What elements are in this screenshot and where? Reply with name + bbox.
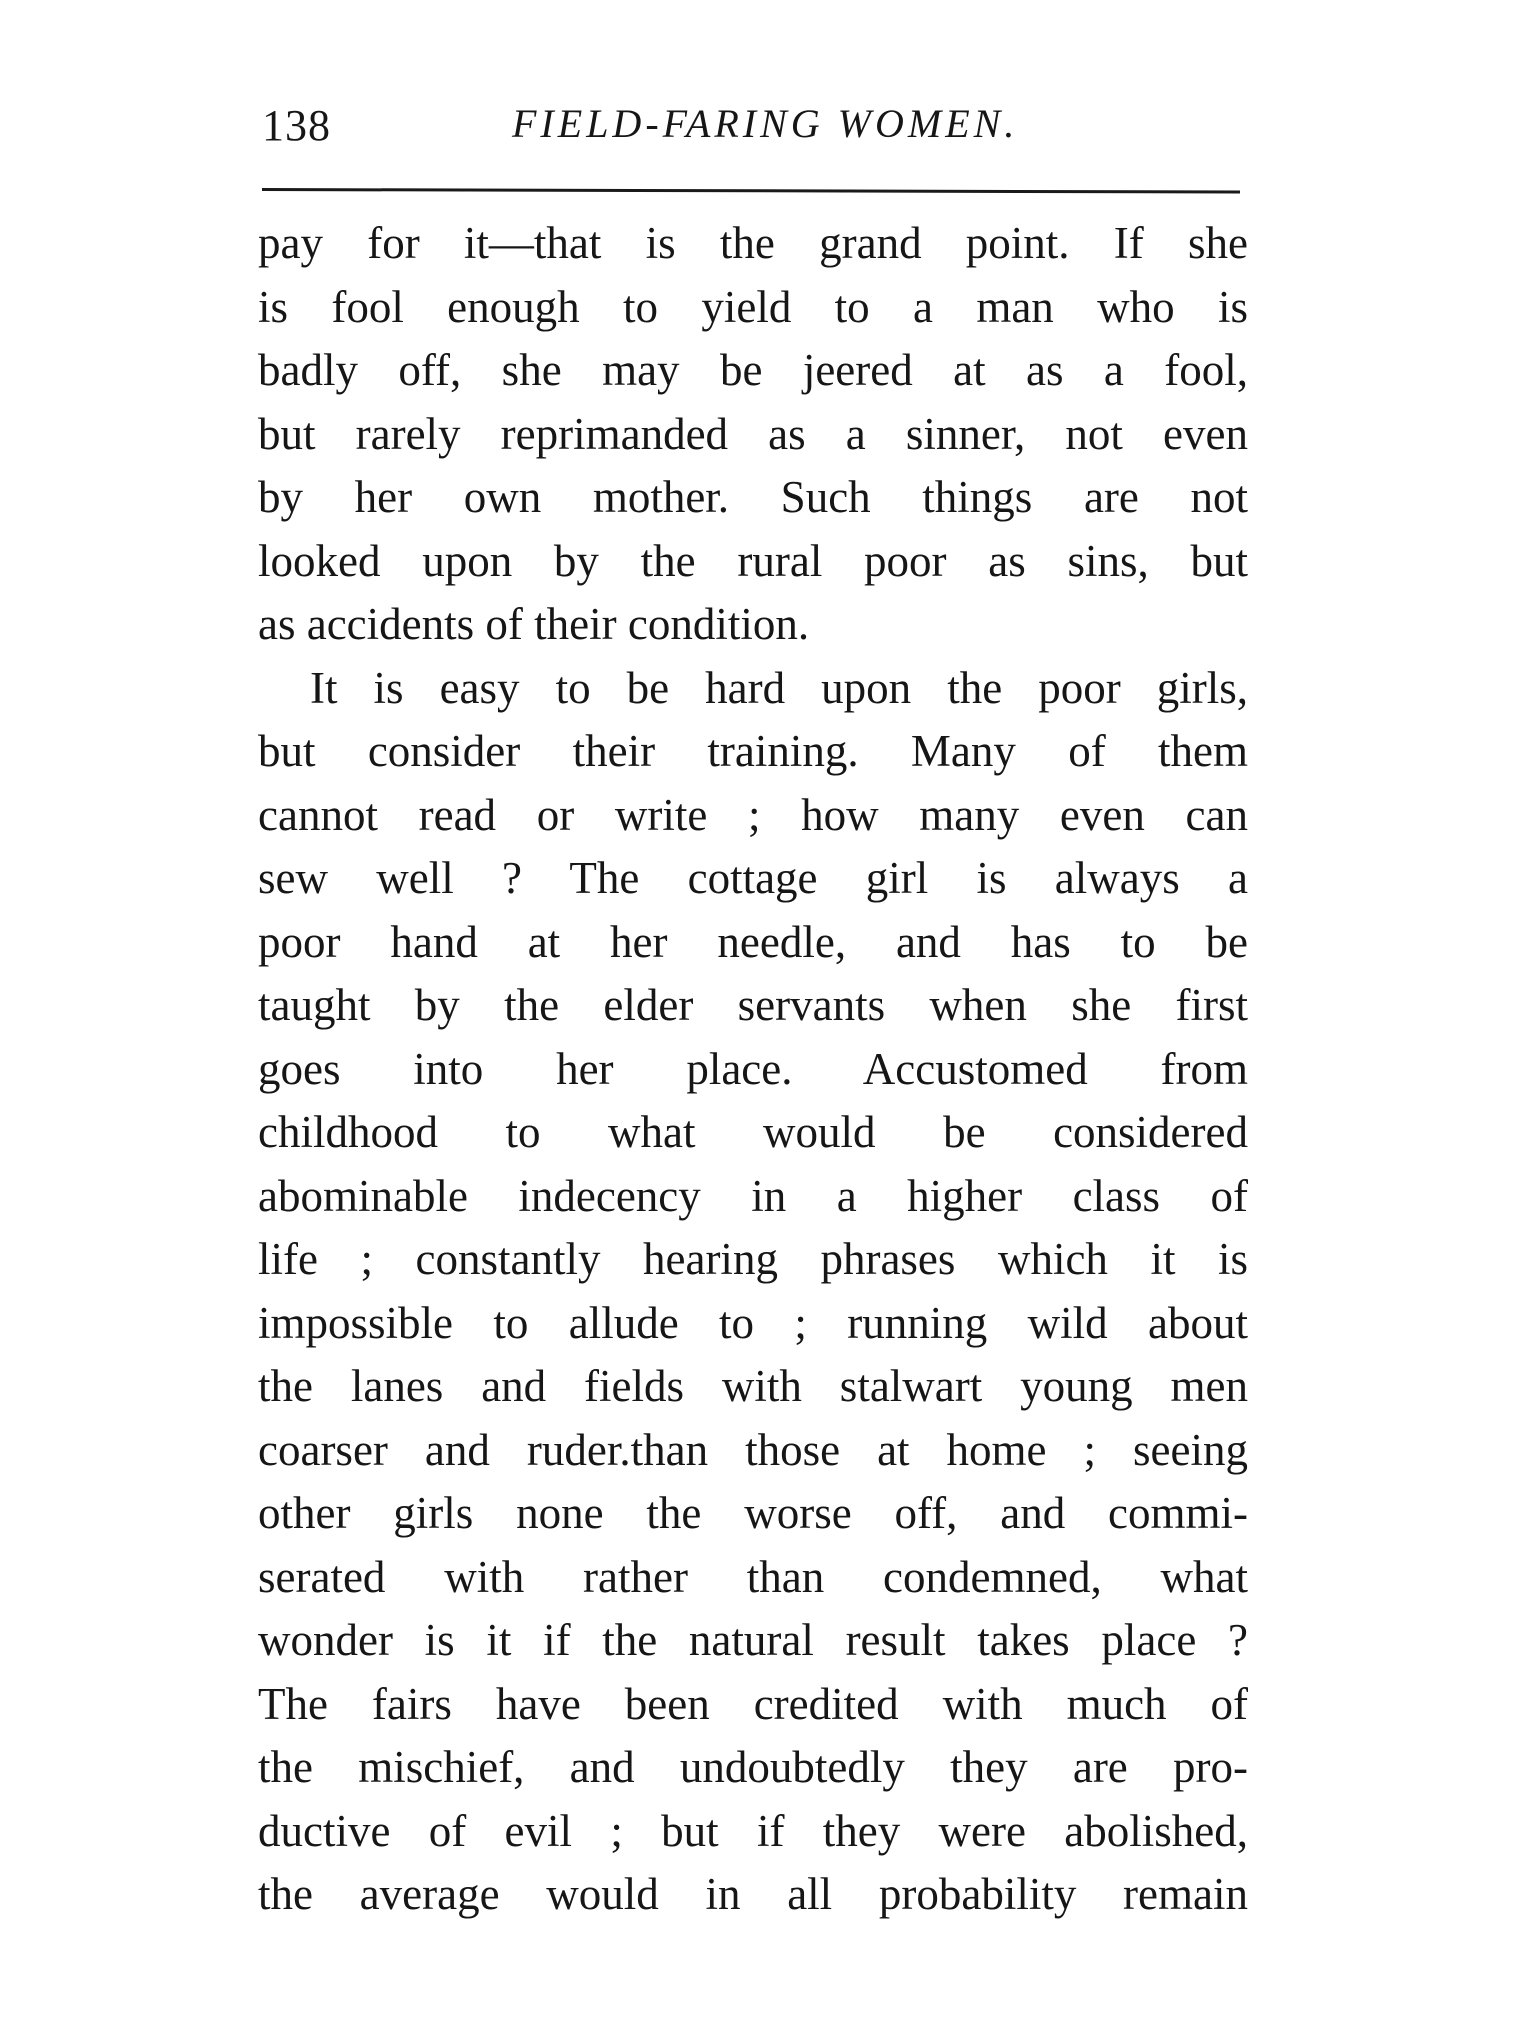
text-line: as accidents of their condition. <box>258 599 810 649</box>
text-line: but rarely reprimanded as a sinner, not even <box>258 408 1248 459</box>
text-line: pay for it—that is the grand point. If she <box>258 218 1248 268</box>
text-line: other girls none the worse off, and commi- <box>258 1488 1248 1538</box>
paragraph-2 <box>258 657 1248 1927</box>
text-line: but consider their training. Many of them <box>258 726 1248 776</box>
text-line: the average would in all probability remain <box>258 1869 1248 1919</box>
text-line: poor hand at her needle, and has to be <box>258 916 1248 967</box>
text-line: badly off, she may be jeered at as a fool, <box>258 345 1248 395</box>
paragraph-1 <box>258 212 1248 657</box>
text-line: taught by the elder servants when she first <box>258 980 1248 1030</box>
text-line: looked upon by the rural poor as sins, but <box>258 535 1248 586</box>
text-line: life ; constantly hearing phrases which it is <box>258 1234 1248 1284</box>
text-line: cannot read or write ; how many even can <box>258 789 1248 840</box>
text-line: is fool enough to yield to a man who is <box>258 281 1248 332</box>
text-line: abominable indecency in a higher class of <box>258 1170 1248 1221</box>
running-head <box>262 100 1232 160</box>
text-line: wonder is it if the natural result takes place ? <box>258 1615 1248 1665</box>
text-line: serated with rather than condemned, what <box>258 1551 1248 1602</box>
running-title: FIELD-FARING WOMEN. <box>512 101 1019 146</box>
text-line: goes into her place. Accustomed from <box>258 1043 1248 1094</box>
text-line: ductive of evil ; but if they were abolished, <box>258 1805 1248 1856</box>
text-line: sew well ? The cottage girl is always a <box>258 853 1248 903</box>
header-rule <box>262 188 1240 194</box>
text-line: the mischief, and undoubtedly they are pro- <box>258 1742 1248 1792</box>
text-line: coarser and ruder.than those at home ; seeing <box>258 1424 1248 1475</box>
text-line: the lanes and fields with stalwart young men <box>258 1361 1248 1411</box>
text-line: The fairs have been credited with much of <box>258 1678 1248 1729</box>
text-line: by her own mother. Such things are not <box>258 472 1248 522</box>
body-text <box>258 212 1248 1927</box>
text-line: impossible to allude to ; running wild about <box>258 1297 1248 1348</box>
page-number: 138 <box>262 101 331 150</box>
text-line: childhood to what would be considered <box>258 1107 1248 1157</box>
text-line: It is easy to be hard upon the poor girls, <box>310 662 1248 713</box>
